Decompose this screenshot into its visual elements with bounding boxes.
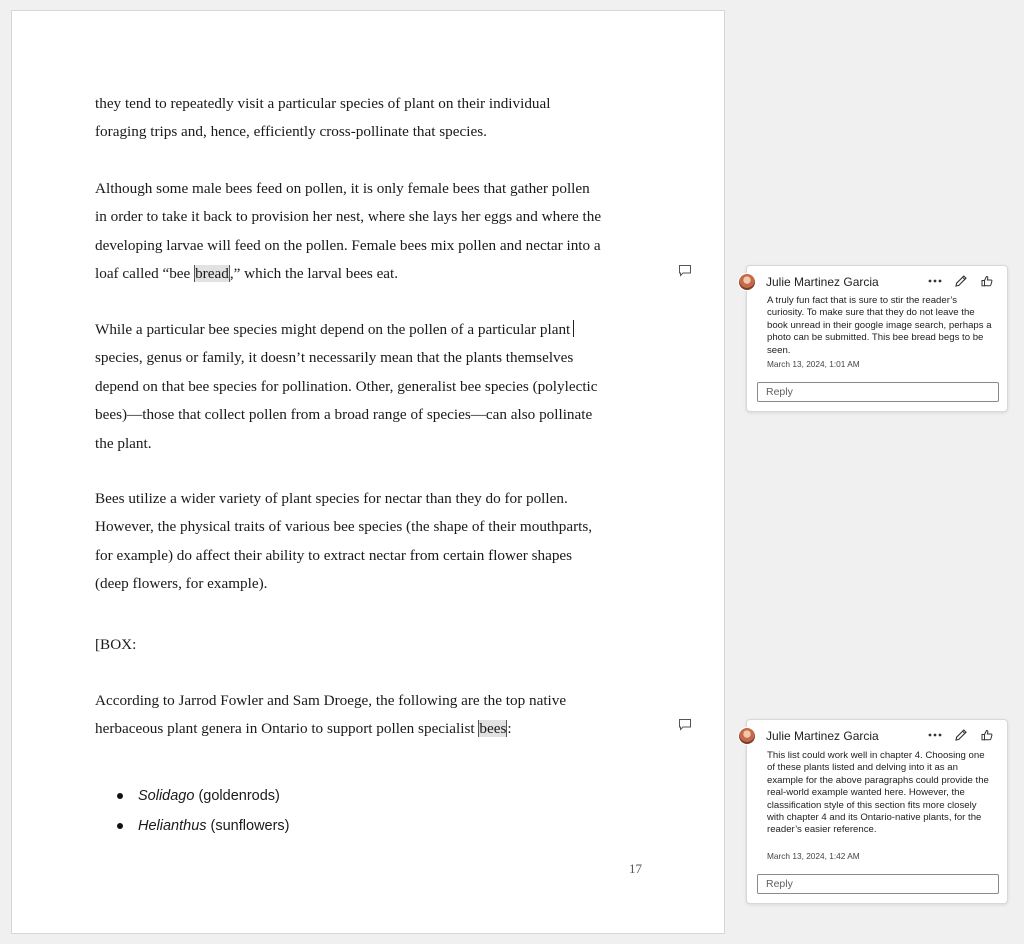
paragraph-4[interactable] <box>95 485 645 599</box>
text-run: ,” which the larval bees eat. <box>229 265 399 283</box>
text-cursor <box>573 320 574 337</box>
avatar <box>738 727 756 745</box>
text-line: they tend to repeatedly visit a particular species of plant on their individual <box>95 95 551 112</box>
bullet-dot-icon <box>117 793 123 799</box>
paragraph-2[interactable] <box>95 175 645 289</box>
text-line: species, genus or family, it doesn’t necessarily mean that the plants themselves <box>95 349 574 367</box>
text-line: (deep flowers, for example). <box>95 575 268 593</box>
paragraph-box[interactable] <box>95 631 645 659</box>
text-line: the plant. <box>95 434 152 452</box>
text-run: While a particular bee species might depend on the pollen of a particular plant <box>95 321 571 338</box>
text-line <box>95 715 645 743</box>
text-line <box>95 316 645 344</box>
common-name: (goldenrods) <box>194 788 280 804</box>
comment-marker-icon[interactable] <box>678 718 692 732</box>
text-line: developing larvae will feed on the pollen. Female bees mix pollen and nectar into a <box>95 236 601 254</box>
like-thumb-icon[interactable] <box>979 727 995 743</box>
genus-name: Helianthus <box>138 818 207 834</box>
more-options-icon[interactable] <box>927 727 943 743</box>
comment-text: This list could work well in chapter 4. Choosing one of these plants listed and delving into it as an example for the above paragraphs could provide the real-world example wanted here. However, the classification style of this section fits more closely with chapter 4 and its Ontario-native plants, for the reader’s easier reference. <box>767 750 989 836</box>
text-line: foraging trips and, hence, efficiently cross-pollinate that species. <box>95 123 487 141</box>
paragraph-6[interactable] <box>95 687 645 744</box>
paragraph-3[interactable] <box>95 316 645 458</box>
comment-timestamp: March 13, 2024, 1:42 AM <box>767 851 860 861</box>
commented-text-bees[interactable]: bees <box>479 720 507 738</box>
list-item[interactable] <box>117 781 290 811</box>
reply-input[interactable] <box>757 382 999 402</box>
text-line: Bees utilize a wider variety of plant species for nectar than they do for pollen. <box>95 490 568 507</box>
common-name: (sunflowers) <box>206 818 290 834</box>
list-item[interactable] <box>117 811 290 841</box>
text-line: [BOX: <box>95 636 137 653</box>
comment-marker-icon[interactable] <box>678 264 692 278</box>
commented-text-bread[interactable]: bread <box>195 265 229 283</box>
text-run: loaf called “bee <box>95 265 195 283</box>
text-line <box>95 260 645 288</box>
reply-input[interactable] <box>757 874 999 894</box>
text-line: for example) do affect their ability to extract nectar from certain flower shapes <box>95 546 573 564</box>
comment-author: Julie Martinez Garcia <box>766 729 879 743</box>
text-line: depend on that bee species for pollination. Other, generalist bee species (polylectic <box>95 377 598 395</box>
paragraph-1[interactable] <box>95 90 645 147</box>
text-line: However, the physical traits of various bee species (the shape of their mouthparts, <box>95 518 593 536</box>
more-options-icon[interactable] <box>927 273 943 289</box>
like-thumb-icon[interactable] <box>979 273 995 289</box>
bullet-list[interactable] <box>117 781 290 841</box>
genus-name: Solidago <box>138 788 195 804</box>
page-number: 17 <box>629 861 642 876</box>
comment-text: A truly fun fact that is sure to stir the reader’s curiosity. To make sure that they do not leave the book unread in their google image search, perhaps a photo can be submitted. This bee bread begs to be seen. <box>767 295 992 356</box>
comment-card[interactable] <box>746 719 1008 904</box>
text-line: According to Jarrod Fowler and Sam Droege, the following are the top native <box>95 692 567 709</box>
document-page[interactable] <box>11 10 725 934</box>
avatar <box>738 273 756 291</box>
edit-pencil-icon[interactable] <box>953 727 969 743</box>
text-run: : <box>507 720 512 738</box>
text-line: bees)—those that collect pollen from a broad range of species—can also pollinate <box>95 406 593 424</box>
comment-author: Julie Martinez Garcia <box>766 275 879 289</box>
bullet-dot-icon <box>117 823 123 829</box>
text-line: in order to take it back to provision her nest, where she lays her eggs and where the <box>95 208 602 226</box>
text-line: Although some male bees feed on pollen, it is only female bees that gather pollen <box>95 180 590 197</box>
comment-card[interactable] <box>746 265 1008 412</box>
edit-pencil-icon[interactable] <box>953 273 969 289</box>
comment-timestamp: March 13, 2024, 1:01 AM <box>767 359 860 369</box>
text-run: herbaceous plant genera in Ontario to support pollen specialist <box>95 720 479 738</box>
